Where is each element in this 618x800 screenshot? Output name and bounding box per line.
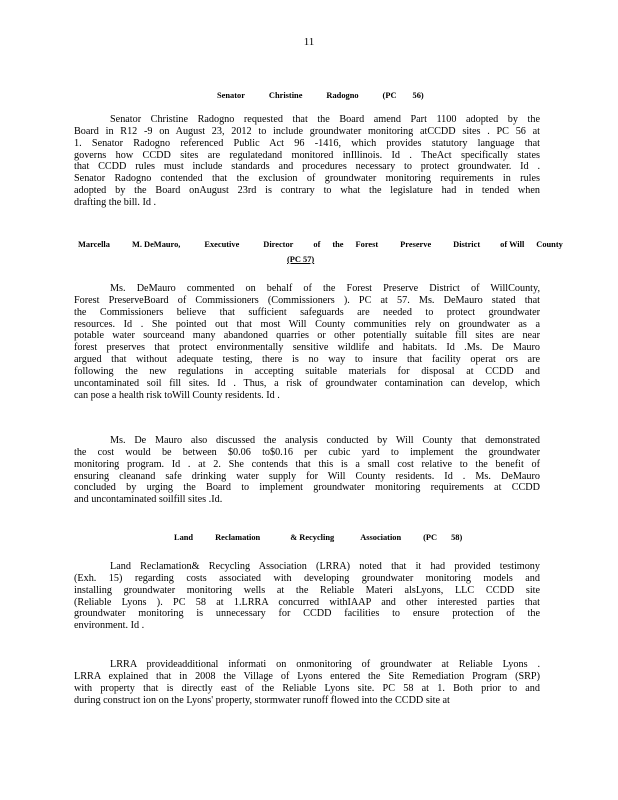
heading-word: Marcella: [78, 240, 110, 249]
text-line: (Exh. 15) regarding costs associated with developing groundwater monitoring models and: [74, 572, 540, 584]
heading-word: 58): [451, 533, 463, 542]
text-line: argued that without adequate testing, there is no way to insure that facility operat ors are: [74, 354, 540, 366]
text-line: the cost would be between $0.06 to$0.16 per cubic yard to implement the groundwater: [74, 446, 540, 458]
heading-word: Executive: [204, 240, 240, 249]
paragraph-lrra-2: [74, 659, 540, 706]
text-line: that CCDD rules must include standards and procedures necessary to protect groundwater. Id .: [74, 161, 540, 173]
text-line: (Reliable Lyons ). PC 58 at 1.LRRA concurred withIAAP and other interested parties that: [74, 596, 540, 608]
text-line: adopted by the Board onAugust 23rd is contrary to what the legislature had in tended when: [74, 185, 540, 197]
heading-word: District: [453, 240, 481, 249]
text-line: resources. Id . She pointed out that most Will County communities rely on groundwater as a: [74, 318, 540, 330]
paragraph-demauro-1: [74, 283, 540, 401]
text-line: uncontaminated soil fill sites. Id . Thus, a risk of groundwater contamination can develop, which: [74, 377, 540, 389]
text-line: following the new regulations in accepting suitable materials for disposal at CCDD and: [74, 365, 540, 377]
text-line: can pose a health risk toWill County residents. Id .: [74, 389, 280, 401]
page-number: 11: [303, 36, 315, 48]
heading-word: & Recycling: [290, 533, 335, 542]
text-line: groundwater monitoring is unnecessary for CCDD facilities to ensure protection of the: [74, 608, 540, 620]
heading-word: of: [313, 240, 321, 249]
text-line: Senator Radogno contended that the exclusion of groundwater monitoring requirements in rules: [74, 173, 540, 185]
text-line: drafting the bill. Id .: [74, 196, 157, 208]
text-line: Board in R12 -9 on August 23, 2012 to include groundwater monitoring atCCDD sites . PC 56 at: [74, 125, 540, 137]
paragraph-radogno: [74, 114, 540, 209]
heading-word: Land: [174, 533, 194, 542]
text-line: Ms. De Mauro also discussed the analysis conducted by Will County that demonstrated: [110, 435, 540, 446]
text-line: LRRA explained that in 2008 the Village of Lyons entered the Site Remediation Program (SRP): [74, 670, 540, 682]
heading-word: (PC: [382, 91, 397, 100]
text-line: governs how CCDD sites are regulatedand monitored inIllinois. Id . TheAct specifically states: [74, 149, 540, 161]
text-line: monitoring program. Id . at 2. She contends that this is a small cost relative to the benefit of: [74, 458, 540, 470]
heading-word: 56): [412, 91, 424, 100]
heading-word: Radogno: [326, 91, 359, 100]
heading-word: Preserve: [400, 240, 432, 249]
heading-word: M. DeMauro,: [131, 240, 181, 249]
heading-word: of Will: [500, 240, 525, 249]
text-line: and uncontaminated soilfill sites .Id.: [74, 494, 223, 506]
text-line: concluded by urging the Board to implement groundwater monitoring requirements at CCDD: [74, 482, 540, 494]
section-heading-demauro: [78, 240, 563, 249]
text-line: forest preserves that protect environmentally sensitive wildlife and habitats. Id .Ms. De Mauro: [74, 342, 540, 354]
text-line: during construct ion on the Lyons' property, stormwater runoff flowed into the CCDD site at: [74, 694, 450, 706]
section-heading-radogno: [217, 91, 424, 100]
heading-word: Forest: [355, 240, 379, 249]
text-line: the Commissioners believe that sufficient safeguards are needed to protect groundwater: [74, 306, 540, 318]
heading-word: (PC: [423, 533, 438, 542]
heading-word: the: [332, 240, 344, 249]
text-line: potable water sourceand many abandoned quarries or other potentially suitable fill sites are near: [74, 330, 540, 342]
heading-word: Senator: [217, 91, 245, 100]
text-line: ensuring cleanand safe drinking water supply for Will County residents. Id . Ms. DeMauro: [74, 470, 540, 482]
text-line: environment. Id .: [74, 620, 145, 632]
text-line: 1. Senator Radogno referenced Public Act 96 -1416, which provides statutory language that: [74, 137, 540, 149]
text-line: installing groundwater monitoring wells at the Reliable Materi alsLyons, LLC CCDD site: [74, 584, 540, 596]
section-heading-demauro-line2: (PC 57): [287, 255, 315, 264]
heading-word: County: [536, 240, 563, 249]
text-line: Land Reclamation& Recycling Association (LRRA) noted that it had provided testimony: [110, 561, 540, 572]
paragraph-lrra-1: [74, 561, 540, 632]
text-line: with property that is directly east of the Reliable Lyons site. PC 58 at 1. Both prior to and: [74, 682, 540, 694]
heading-word: Christine: [268, 91, 303, 100]
text-line: LRRA provideadditional informati on onmonitoring of groundwater at Reliable Lyons .: [110, 659, 540, 670]
heading-word: Reclamation: [215, 533, 261, 542]
section-heading-lrra: [174, 533, 462, 542]
heading-word: Association: [360, 533, 402, 542]
text-line: Senator Christine Radogno requested that the Board amend Part 1100 adopted by the: [110, 114, 540, 125]
heading-word: Director: [263, 240, 294, 249]
text-line: Forest PreserveBoard of Commissioners (Commissioners ). PC at 57. Ms. DeMauro stated that: [74, 294, 540, 306]
paragraph-demauro-2: [74, 435, 540, 506]
text-line: Ms. DeMauro commented on behalf of the Forest Preserve District of WillCounty,: [110, 283, 540, 294]
